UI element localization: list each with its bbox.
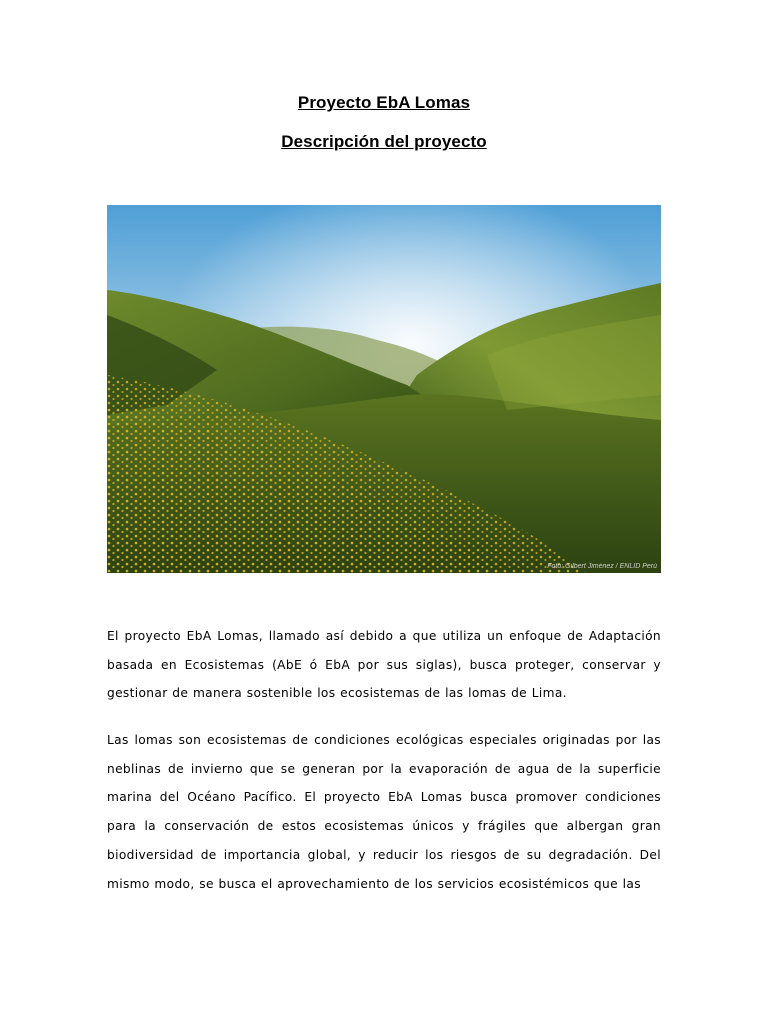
lomas-landscape-photo xyxy=(107,205,661,573)
lomas-landscape-illustration xyxy=(107,205,661,573)
paragraph-1: El proyecto EbA Lomas, llamado así debido a que utiliza un enfoque de Adaptación basada en Ecosistemas (AbE ó EbA por sus siglas), busca proteger, conservar y gestionar de manera sostenible los ecosistemas de las lomas de Lima. xyxy=(107,629,661,701)
paragraph-2: Las lomas son ecosistemas de condiciones ecológicas especiales originadas por las neblinas de invierno que se generan por la evaporación de agua de la superficie marina del Océano Pacífico. El proyecto EbA Lomas busca promover condiciones para la conservación de estos ecosistemas únicos y frágiles que albergan gran biodiversidad de importancia global, y reducir los riesgos de su degradación. Del mismo modo, se busca el aprovechamiento de los servicios ecosistémicos que las xyxy=(107,733,661,891)
document-title: Proyecto EbA Lomas xyxy=(297,93,471,112)
document-subtitle: Descripción del proyecto xyxy=(281,132,487,151)
photo-credit: Foto: Gilbert Jiménez / ENLID Perú xyxy=(547,563,657,570)
